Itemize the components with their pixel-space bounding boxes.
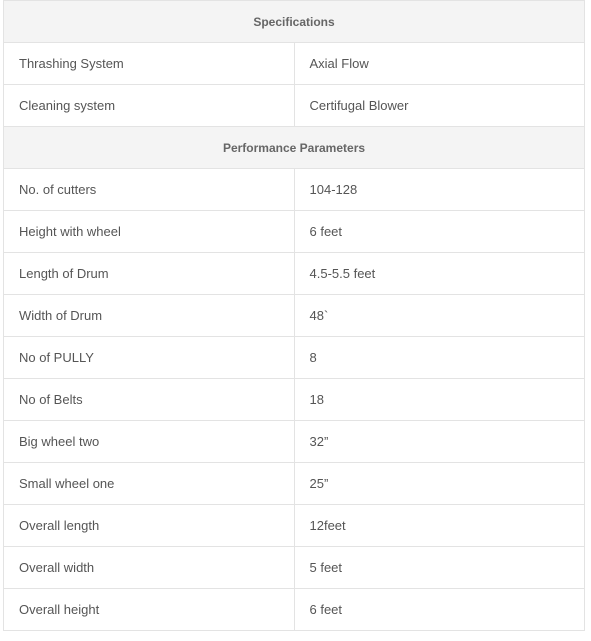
table-row — [4, 547, 585, 589]
row-label: No. of cutters — [4, 169, 295, 211]
row-label: Overall length — [4, 505, 295, 547]
table-row — [4, 421, 585, 463]
row-value: 4.5-5.5 feet — [294, 253, 585, 295]
row-label: No of Belts — [4, 379, 295, 421]
row-label: Big wheel two — [4, 421, 295, 463]
row-value: 6 feet — [294, 589, 585, 631]
section-header-performance-parameters — [4, 127, 585, 169]
row-value: 32” — [294, 421, 585, 463]
table-row — [4, 253, 585, 295]
row-label: No of PULLY — [4, 337, 295, 379]
section-header-specifications — [4, 1, 585, 43]
row-label: Small wheel one — [4, 463, 295, 505]
table-row — [4, 169, 585, 211]
row-value: Axial Flow — [294, 43, 585, 85]
specifications-table — [3, 0, 585, 631]
row-value: 5 feet — [294, 547, 585, 589]
row-value: 48` — [294, 295, 585, 337]
row-value: 25” — [294, 463, 585, 505]
row-label: Cleaning system — [4, 85, 295, 127]
table-row — [4, 295, 585, 337]
row-label: Length of Drum — [4, 253, 295, 295]
table-row — [4, 43, 585, 85]
table-row — [4, 505, 585, 547]
table-row — [4, 589, 585, 631]
table-row — [4, 379, 585, 421]
section-title: Performance Parameters — [4, 127, 585, 169]
row-value: Certifugal Blower — [294, 85, 585, 127]
row-value: 104-128 — [294, 169, 585, 211]
section-title: Specifications — [4, 1, 585, 43]
row-label: Width of Drum — [4, 295, 295, 337]
row-value: 12feet — [294, 505, 585, 547]
row-value: 6 feet — [294, 211, 585, 253]
row-label: Thrashing System — [4, 43, 295, 85]
row-value: 18 — [294, 379, 585, 421]
row-value: 8 — [294, 337, 585, 379]
table-row — [4, 463, 585, 505]
table-row — [4, 337, 585, 379]
row-label: Height with wheel — [4, 211, 295, 253]
table-row — [4, 85, 585, 127]
row-label: Overall width — [4, 547, 295, 589]
table-row — [4, 211, 585, 253]
row-label: Overall height — [4, 589, 295, 631]
